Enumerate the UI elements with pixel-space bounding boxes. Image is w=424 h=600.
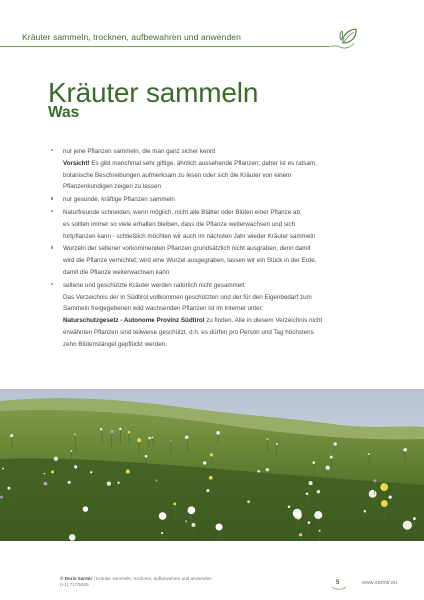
bullet-list (51, 146, 401, 352)
header-divider (0, 46, 330, 47)
bullet-dot-icon (51, 197, 53, 199)
body-text: es sollten immer so viele erhalten bleiben, dass die Pflanze weiterwachsen und sich (63, 220, 296, 228)
body-text: zu finden. Alle in diesem Verzeichnis nicht (204, 317, 323, 325)
body-text: nur jene Pflanzen sammeln, die man ganz sicher kennt (63, 148, 216, 155)
list-item (51, 280, 401, 351)
list-item (51, 207, 401, 242)
list-item (51, 146, 401, 193)
footer-phone: (+1) 717/5625 (60, 582, 89, 587)
list-item-line (63, 194, 401, 206)
list-item-line (63, 207, 401, 219)
emphasis-text: Vorsicht! (63, 159, 90, 167)
body-text: zehn Blütenstängel gepflückt werden. (63, 340, 167, 348)
body-text: damit die Pflanze weiterwachsen kann (63, 268, 170, 276)
bullet-dot-icon (51, 210, 53, 212)
list-item-line (63, 292, 401, 304)
body-text: seltene und geschützte Kräuter werden natürlich nicht gesammelt (63, 281, 245, 289)
body-text: Naturfreunde schneiden, wenn möglich, nicht alle Blätter oder Blüten einer Pflanze ab; (63, 208, 302, 216)
body-text: Es gibt manchmal sehr giftige, ähnlich aussehende Pflanzen; daher ist es ratsam, (89, 159, 317, 167)
list-item-line (63, 315, 401, 327)
page-number: 5 (336, 580, 340, 586)
body-text: Pflanzenkundigen zeigen zu lassen (63, 183, 161, 191)
emphasis-text: Naturschutzgesetz - Autonome Provinz Südtirol (63, 317, 205, 325)
body-text: Wurzeln der seltener vorkommenden Pflanzen grundsätzlich nicht ausgraben, denn damit (63, 245, 311, 253)
list-item-line (63, 303, 401, 315)
header-title: Kräuter sammeln, trocknen, aufbewahren und anwenden (22, 32, 241, 42)
leaf-logo-icon (330, 26, 360, 52)
list-item (51, 243, 401, 278)
list-item-line (63, 243, 401, 255)
list-item-line (63, 146, 401, 158)
list-item-line (63, 219, 401, 231)
list-item-line (63, 339, 401, 351)
page-title: Kräuter sammeln (48, 77, 259, 108)
footer-description: | Kräuter sammeln, trocknen, aufbewahren und anwenden (92, 576, 212, 581)
footer-author: © Doris Sarmir (60, 576, 93, 581)
body-text: nur gesunde, kräftige Pflanzen sammeln (63, 196, 175, 204)
body-text: Das Verzeichnis der in Südtirol vollkommen geschützten und der für den Eigenbedarf zum (63, 293, 312, 301)
list-item-line (63, 280, 401, 292)
page-subtitle: Was (48, 104, 80, 121)
list-item-line (63, 327, 401, 339)
body-text: Sammeln freigegebenen wild wachsenden Pflanzen ist im Internet unter: (63, 305, 264, 313)
list-item-line (63, 170, 401, 182)
list-item-line (63, 158, 401, 170)
body-text: botanische Beschreibungen aufmerksam zu lesen oder sich die Kräuter von einem (63, 171, 292, 179)
meadow-photo (0, 389, 424, 541)
page-header (0, 0, 424, 50)
list-item-line (63, 267, 401, 279)
list-item (51, 194, 401, 206)
footer-url[interactable]: www.sarmir.eu (362, 580, 398, 586)
footer-credits (60, 576, 212, 588)
list-item-line (63, 231, 401, 243)
list-item-line (63, 255, 401, 267)
body-text: fortpflanzen kann - schließlich möchten wir auch im nächsten Jahr wieder Kräuter sammeln (63, 232, 316, 240)
bullet-dot-icon (51, 149, 53, 151)
list-item-line (63, 181, 401, 193)
bullet-dot-icon (51, 246, 53, 248)
body-text: erwähnten Pflanzen sind teilweise geschützt, d.h. es dürfen pro Person und Tag höchstens (63, 328, 314, 336)
bullet-dot-icon (51, 283, 53, 285)
body-text: wird die Pflanze vernichtet; wird eine Wurzel ausgegraben, lassen wir ein Stück in der Erde, (63, 257, 317, 265)
